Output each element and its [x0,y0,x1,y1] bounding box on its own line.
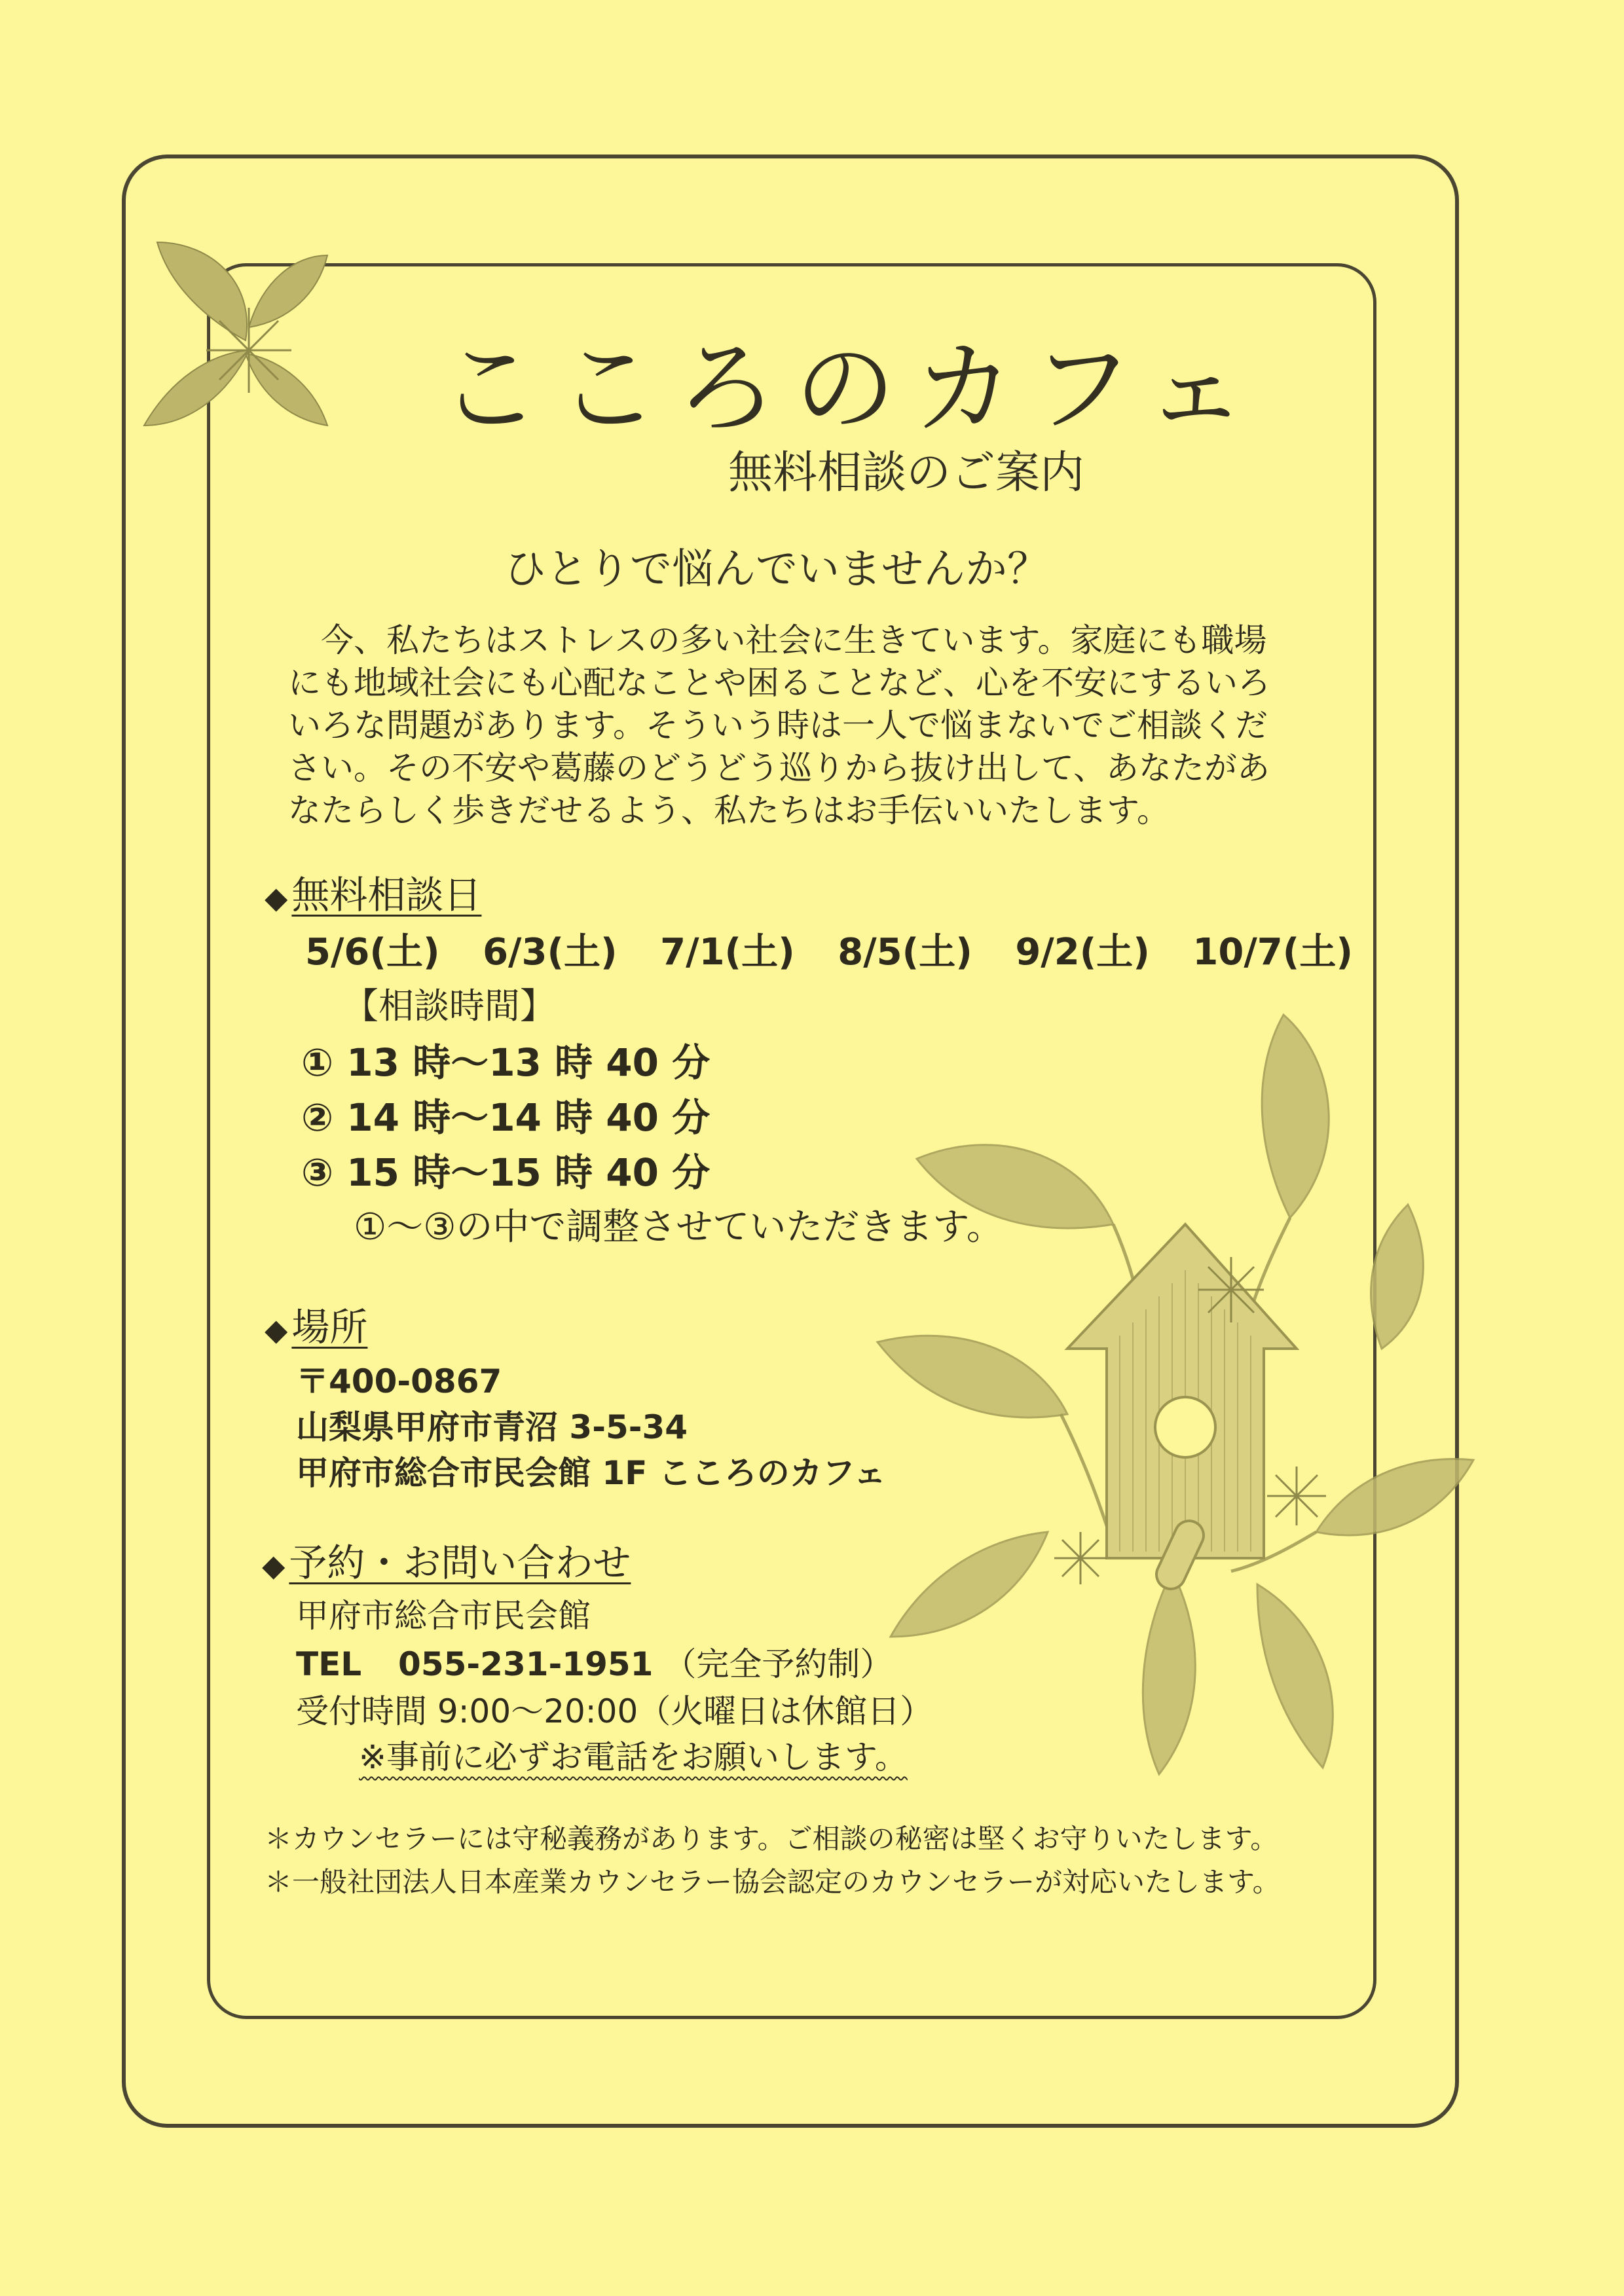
date-item: 9/2(土) [1015,931,1150,974]
diamond-bullet-icon: ◆ [265,1312,288,1347]
consultation-dates [305,923,1378,975]
venue-name: 甲府市総合市民会館 1F こころのカフェ [296,1454,887,1492]
tel-label: TEL [296,1645,362,1683]
intro-line: なたらしく歩きだせるよう、私たちはお手伝いいたします。 [288,792,1170,829]
intro-line: さい。その不安や葛藤のどうどう巡りから抜け出して、あなたがあ [288,749,1270,787]
time-heading: 【相談時間】 [343,985,555,1027]
section-heading: 場所 [291,1305,368,1349]
postal-code: 〒400-0867 [296,1362,502,1400]
footnote: ＊一般社団法人日本産業カウンセラー協会認定のカウンセラーが対応いたします。 [265,1866,1280,1898]
time-slot: ② 14 時～14 時 40 分 [301,1095,710,1140]
intro-line: いろな問題があります。そういう時は一人で悩まないでご相談くだ [288,706,1268,744]
reception-hours: 受付時間 9:00～20:00（火曜日は休館日） [296,1692,933,1730]
address: 山梨県甲府市青沼 3-5-34 [296,1408,688,1446]
contact-org: 甲府市総合市民会館 [296,1597,591,1635]
section-contact [262,1532,631,1587]
slot-note: ①～③の中で調整させていただきます。 [354,1206,1003,1248]
contact-phone-line [296,1638,893,1685]
intro-paragraph [288,619,1270,832]
diamond-bullet-icon: ◆ [265,880,288,915]
section-consultation-days [265,864,481,919]
time-slot: ③ 15 時～15 時 40 分 [301,1150,710,1195]
date-item: 10/7(土) [1192,931,1353,974]
intro-line: 今、私たちはストレスの多い社会に生きています。家庭にも職場 [288,621,1267,659]
tel-note: （完全予約制） [663,1645,893,1683]
lead-question: ひとりで悩んでいませんか？ [504,545,1049,594]
date-item: 8/5(土) [838,931,972,974]
birdhouse-leaf-illustration [864,1008,1480,1833]
section-heading: 無料相談日 [291,873,482,917]
time-slot: ① 13 時～13 時 40 分 [301,1040,710,1085]
page-title: こころのカフェ [439,329,1264,448]
date-item: 5/6(土) [305,931,440,974]
leaf-ornament-top-left [131,229,347,445]
call-request-note: ※事前に必ずお電話をお願いします。 [359,1738,908,1776]
footnote: ＊カウンセラーには守秘義務があります。ご相談の秘密は堅くお守りいたします。 [265,1823,1278,1855]
diamond-bullet-icon: ◆ [262,1548,286,1583]
date-item: 7/1(土) [660,931,795,974]
page-subtitle: 無料相談のご案内 [728,447,1085,499]
date-item: 6/3(土) [483,931,618,974]
section-location [265,1296,367,1351]
tel-number[interactable]: 055-231-1951 [398,1645,654,1683]
section-heading: 予約・お問い合わせ [289,1540,631,1585]
intro-line: にも地域社会にも心配なことや困ることなど、心を不安にするいろ [288,664,1270,702]
